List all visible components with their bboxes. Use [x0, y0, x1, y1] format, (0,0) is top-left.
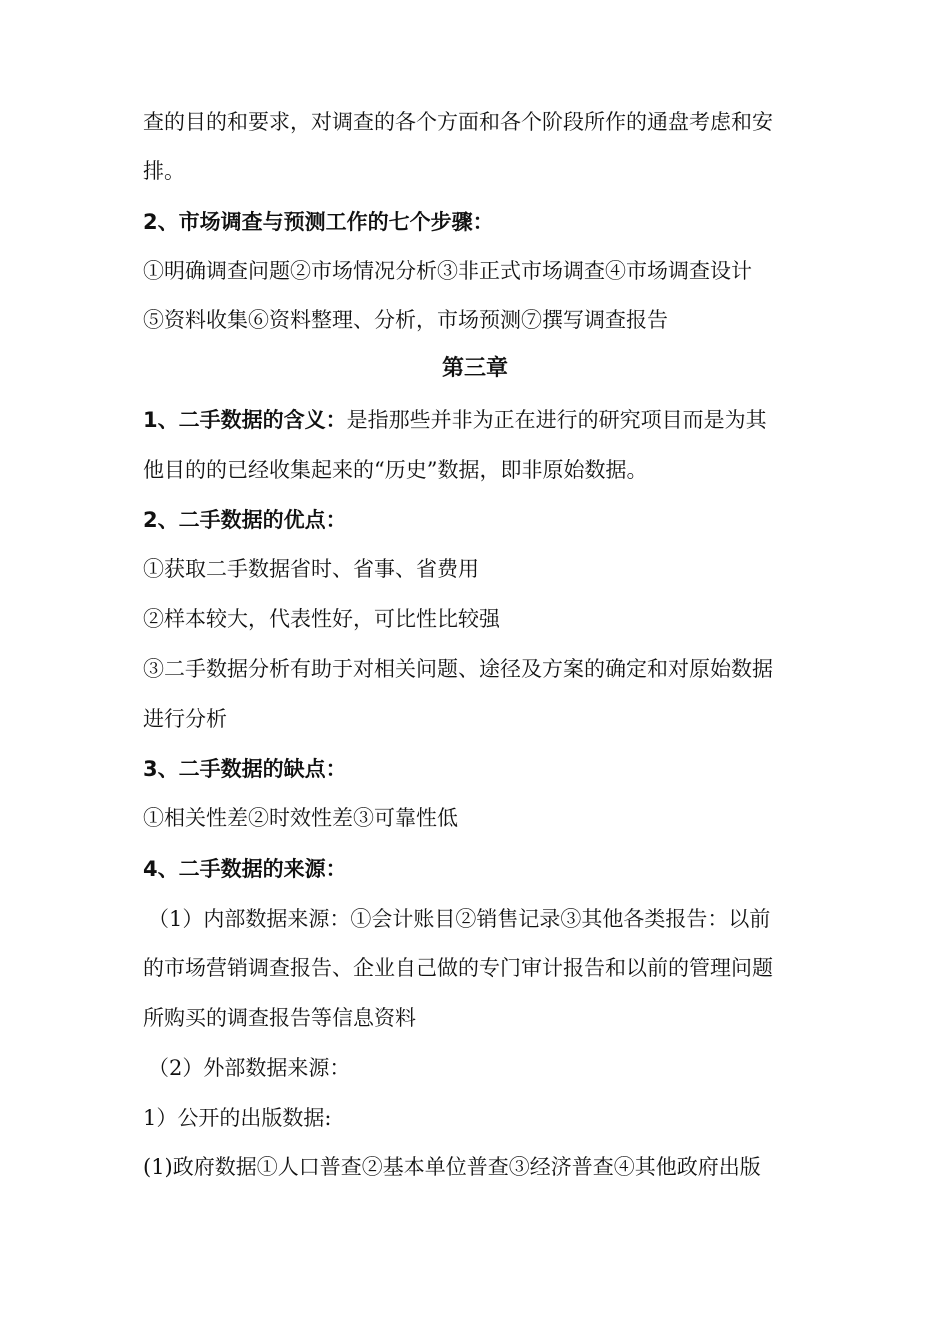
chapter-title: 第三章: [441, 356, 508, 381]
sources-line: 所购买的调查报告等信息资料: [143, 1006, 416, 1030]
sources-line: 1）公开的出版数据:: [143, 1106, 332, 1130]
section-heading: 2、市场调查与预测工作的七个步骤：: [143, 210, 494, 234]
disadvantages-heading: 3、二手数据的缺点：: [143, 757, 347, 781]
sources-line: （1）内部数据来源：①会计账目②销售记录③其他各类报告：以前: [148, 907, 771, 931]
disadvantage-text: ①相关性差②时效性差③可靠性低: [143, 806, 458, 830]
sources-line: 的市场营销调查报告、企业自己做的专门审计报告和以前的管理问题: [143, 956, 773, 980]
definition-heading: 1、二手数据的含义：: [143, 408, 347, 432]
paragraph-line: 排。: [143, 159, 185, 183]
advantage-point: ②样本较大，代表性好，可比性比较强: [143, 607, 500, 631]
definition-text: 是指那些并非为正在进行的研究项目而是为其: [346, 408, 767, 432]
sources-line: (1)政府数据①人口普查②基本单位普查③经济普查④其他政府出版: [143, 1155, 761, 1179]
steps-line: ①明确调查问题②市场情况分析③非正式市场调查④市场调查设计: [143, 259, 752, 283]
advantage-point: ①获取二手数据省时、省事、省费用: [143, 557, 479, 581]
sources-line: （2）外部数据来源：: [148, 1056, 351, 1080]
definition-line: [143, 405, 813, 435]
advantage-point: ③二手数据分析有助于对相关问题、途径及方案的确定和对原始数据: [143, 657, 773, 681]
definition-line: 他目的的已经收集起来的“历史”数据，即非原始数据。: [143, 458, 648, 482]
advantages-heading: 2、二手数据的优点：: [143, 508, 347, 532]
paragraph-line: 查的目的和要求，对调查的各个方面和各个阶段所作的通盘考虑和安: [143, 110, 773, 134]
steps-line: ⑤资料收集⑥资料整理、分析，市场预测⑦撰写调查报告: [143, 308, 668, 332]
advantage-point: 进行分析: [143, 707, 227, 731]
sources-heading: 4、二手数据的来源：: [143, 857, 347, 881]
